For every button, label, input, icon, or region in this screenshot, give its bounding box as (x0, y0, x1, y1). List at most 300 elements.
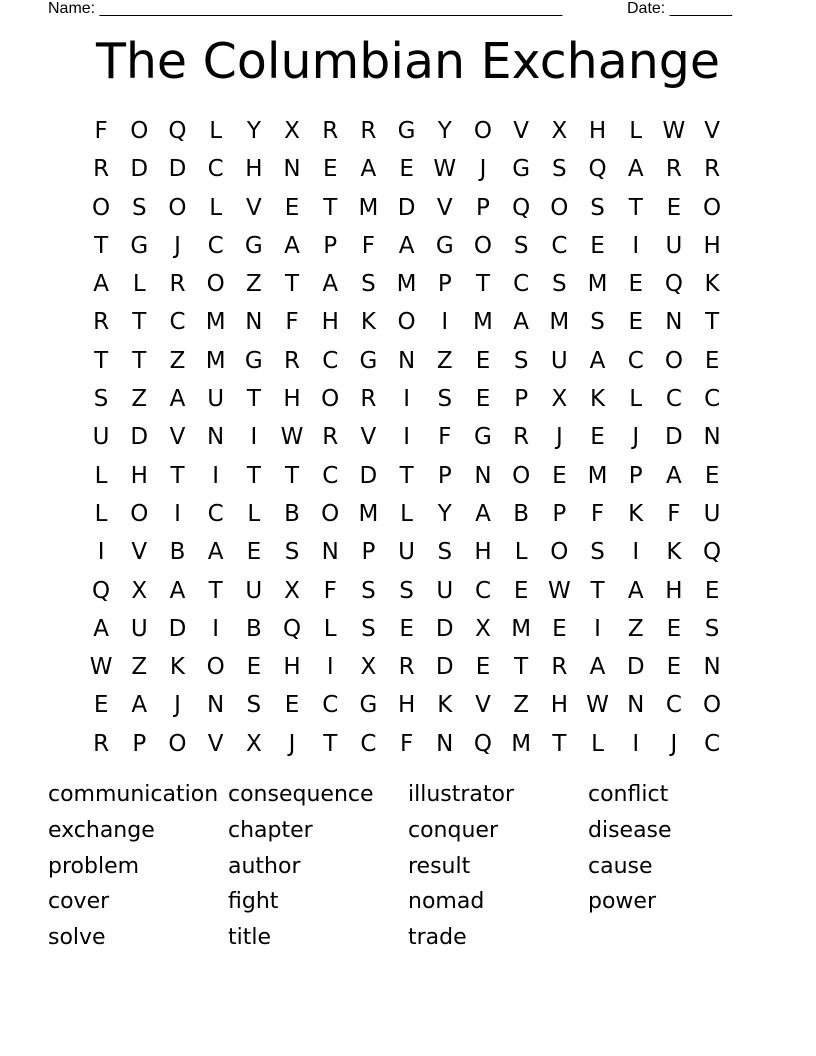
grid-row (82, 150, 731, 188)
grid-letter: A (322, 271, 339, 298)
grid-letter: E (399, 156, 414, 183)
grid-letter: Z (131, 386, 148, 413)
grid-letter: X (360, 654, 377, 681)
word-bank-item: problem (48, 853, 140, 879)
grid-letter: I (632, 730, 640, 757)
grid-letter: Q (703, 539, 722, 566)
grid-letter: H (550, 692, 568, 719)
grid-letter: W (89, 654, 113, 681)
grid-letter: J (479, 156, 487, 183)
grid-letter: E (93, 692, 109, 719)
word-bank-item: fight (228, 889, 279, 915)
grid-letter: S (513, 347, 529, 374)
grid-row (82, 303, 731, 341)
grid-letter: V (131, 539, 148, 566)
grid-letter: P (132, 730, 147, 757)
grid-letter: I (97, 539, 105, 566)
grid-letter: A (360, 156, 377, 183)
grid-letter: S (590, 539, 605, 566)
word-bank-item: chapter (228, 817, 313, 843)
grid-letter: E (284, 692, 300, 719)
grid-row (82, 418, 731, 456)
grid-letter: D (130, 156, 149, 183)
grid-letter: Y (437, 500, 452, 527)
grid-letter: S (552, 156, 567, 183)
word-bank-item: author (228, 853, 301, 879)
grid-letter: N (703, 654, 721, 681)
grid-letter: E (590, 232, 605, 259)
grid-letter: A (93, 615, 109, 642)
grid-letter: F (94, 118, 108, 144)
grid-letter: N (665, 309, 683, 336)
grid-letter: N (436, 730, 454, 757)
grid-letter: T (246, 386, 261, 413)
grid-letter: E (513, 577, 529, 604)
grid-letter: V (169, 424, 186, 451)
grid-letter: E (590, 424, 605, 451)
grid-letter: I (403, 424, 410, 451)
word-bank-item: disease (588, 817, 672, 843)
grid-letter: P (514, 386, 529, 413)
grid-letter: S (437, 386, 453, 413)
grid-letter: X (475, 615, 491, 642)
grid-letter: O (664, 347, 683, 374)
grid-letter: C (665, 386, 682, 413)
grid-letter: D (168, 156, 187, 183)
grid-letter: X (245, 730, 262, 757)
word-bank-item: power (588, 889, 656, 915)
grid-letter: D (130, 424, 149, 451)
grid-letter: E (666, 615, 682, 642)
grid-letter: A (284, 232, 300, 259)
grid-letter: R (665, 156, 682, 183)
grid-letter: S (361, 577, 376, 604)
grid-letter: P (628, 462, 643, 489)
word-bank-item: result (408, 853, 471, 879)
grid-letter: Y (246, 118, 261, 144)
grid-letter: T (323, 194, 338, 221)
grid-letter: J (174, 692, 181, 719)
grid-letter: Z (131, 654, 148, 681)
grid-letter: W (433, 156, 457, 183)
grid-letter: L (94, 500, 108, 527)
grid-letter: H (283, 386, 301, 413)
grid-letter: C (513, 271, 530, 298)
grid-letter: N (627, 692, 645, 719)
grid-letter: E (666, 194, 682, 221)
grid-row (82, 227, 731, 265)
grid-letter: R (284, 347, 301, 374)
grid-row (82, 189, 731, 227)
grid-letter: N (207, 424, 225, 451)
grid-letter: D (397, 194, 416, 221)
grid-letter: I (403, 386, 410, 413)
grid-letter: E (475, 347, 491, 374)
grid-letter: O (130, 118, 149, 144)
grid-letter: Z (513, 692, 530, 719)
grid-letter: R (93, 730, 110, 757)
grid-letter: I (250, 424, 258, 451)
grid-letter: T (705, 309, 720, 336)
grid-letter: E (628, 271, 643, 298)
grid-letter: A (93, 271, 109, 298)
grid-letter: A (627, 156, 644, 183)
grid-letter: G (359, 692, 378, 719)
grid-letter: O (473, 232, 493, 259)
grid-letter: E (704, 462, 720, 489)
grid-letter: R (93, 309, 110, 336)
grid-letter: J (555, 424, 563, 451)
grid-letter: R (398, 654, 415, 681)
grid-letter: S (361, 615, 376, 642)
grid-letter: C (207, 156, 224, 183)
grid-letter: Q (92, 577, 111, 604)
grid-letter: G (244, 347, 263, 374)
grid-letter: K (437, 692, 453, 719)
grid-row (82, 725, 731, 763)
grid-letter: M (587, 271, 608, 298)
word-bank-item: conflict (588, 782, 669, 807)
grid-letter: I (212, 615, 220, 642)
grid-letter: A (169, 577, 186, 604)
grid-letter: F (667, 500, 681, 527)
grid-letter: Z (436, 347, 453, 374)
grid-letter: E (552, 462, 567, 489)
grid-letter: I (326, 654, 334, 681)
grid-letter: A (169, 386, 186, 413)
grid-letter: U (550, 347, 568, 374)
grid-letter: Z (169, 347, 186, 374)
grid-letter: P (476, 194, 490, 221)
grid-row (82, 457, 731, 495)
grid-letter: C (474, 577, 491, 604)
grid-letter: Z (245, 271, 262, 298)
grid-letter: G (359, 347, 378, 374)
grid-letter: M (205, 309, 226, 336)
grid-letter: E (666, 654, 682, 681)
grid-letter: K (360, 309, 376, 336)
grid-letter: T (628, 194, 643, 221)
word-bank-item: cover (48, 889, 110, 915)
grid-letter: H (321, 309, 339, 336)
grid-letter: O (473, 118, 493, 144)
grid-letter: E (475, 386, 491, 413)
grid-letter: T (552, 730, 567, 757)
grid-letter: Q (168, 118, 187, 144)
grid-letter: L (209, 118, 223, 144)
grid-letter: L (209, 194, 223, 221)
grid-letter: K (628, 500, 644, 527)
grid-letter: D (435, 615, 454, 642)
grid-letter: V (207, 730, 224, 757)
grid-letter: T (246, 462, 261, 489)
grid-letter: P (437, 271, 452, 298)
word-bank-item: illustrator (408, 782, 515, 807)
grid-letter: U (398, 539, 416, 566)
grid-letter: T (514, 654, 529, 681)
grid-letter: J (670, 730, 678, 757)
grid-letter: R (322, 118, 339, 144)
grid-letter: E (704, 577, 720, 604)
word-search-grid (82, 112, 731, 763)
grid-letter: T (132, 347, 147, 374)
grid-letter: R (551, 654, 568, 681)
word-bank-item: conquer (408, 817, 498, 843)
grid-letter: V (475, 692, 491, 719)
grid-letter: U (245, 577, 263, 604)
grid-letter: U (92, 424, 110, 451)
grid-letter: S (399, 577, 414, 604)
grid-letter: F (323, 577, 337, 604)
grid-letter: N (703, 424, 721, 451)
grid-letter: W (662, 118, 686, 144)
grid-letter: H (283, 654, 301, 681)
grid-letter: D (435, 654, 454, 681)
grid-letter: C (169, 309, 186, 336)
grid-letter: O (512, 462, 531, 489)
grid-letter: L (629, 386, 643, 413)
grid-letter: K (589, 386, 606, 413)
grid-letter: W (280, 424, 304, 451)
grid-letter: L (400, 500, 413, 527)
grid-letter: G (244, 232, 263, 259)
grid-letter: P (323, 232, 338, 259)
grid-letter: G (130, 232, 149, 259)
grid-letter: T (94, 347, 109, 374)
grid-letter: I (441, 309, 449, 336)
grid-letter: D (626, 654, 645, 681)
grid-letter: D (665, 424, 683, 451)
grid-letter: P (361, 539, 376, 566)
grid-letter: A (475, 500, 491, 527)
grid-letter: N (397, 347, 416, 374)
grid-row (82, 572, 731, 610)
grid-letter: V (513, 118, 530, 144)
grid-letter: Q (282, 615, 302, 642)
grid-letter: X (284, 577, 300, 604)
grid-letter: U (207, 386, 225, 413)
grid-letter: R (704, 156, 721, 183)
grid-letter: O (703, 692, 722, 719)
grid-letter: L (514, 539, 528, 566)
grid-letter: S (437, 539, 453, 566)
grid-letter: H (703, 232, 721, 259)
grid-letter: W (547, 577, 571, 604)
grid-letter: S (93, 386, 109, 413)
grid-letter: J (632, 424, 640, 451)
grid-letter: Q (473, 730, 493, 757)
grid-letter: S (590, 309, 605, 336)
page-title: The Columbian Exchange (95, 33, 721, 90)
grid-letter: B (169, 539, 186, 566)
date-field-label: Date: _______ (627, 0, 732, 17)
grid-letter: M (205, 347, 226, 374)
grid-letter: G (512, 156, 531, 183)
grid-letter: O (92, 194, 111, 221)
grid-letter: O (321, 500, 340, 527)
grid-letter: C (207, 232, 224, 259)
grid-row (82, 112, 731, 150)
grid-letter: H (665, 577, 683, 604)
grid-row (82, 533, 731, 571)
grid-letter: A (666, 462, 682, 489)
grid-letter: K (666, 539, 682, 566)
grid-letter: O (703, 194, 722, 221)
grid-letter: X (551, 386, 568, 413)
grid-letter: P (552, 500, 567, 527)
grid-letter: L (323, 615, 337, 642)
grid-letter: C (704, 730, 721, 757)
grid-letter: E (322, 156, 338, 183)
grid-letter: B (284, 500, 300, 527)
grid-letter: O (550, 539, 569, 566)
grid-letter: O (168, 194, 187, 221)
grid-letter: M (587, 462, 608, 489)
grid-letter: M (358, 500, 379, 527)
grid-letter: E (246, 539, 262, 566)
grid-letter: V (360, 424, 377, 451)
grid-letter: A (627, 577, 644, 604)
word-bank-item: title (228, 925, 272, 951)
grid-letter: T (323, 730, 338, 757)
grid-letter: C (322, 692, 339, 719)
grid-letter: N (321, 539, 339, 566)
grid-letter: U (130, 615, 148, 642)
grid-letter: R (360, 386, 377, 413)
grid-letter: O (206, 654, 225, 681)
grid-letter: E (399, 615, 414, 642)
grid-letter: I (594, 615, 601, 642)
grid-letter: S (284, 539, 300, 566)
grid-letter: M (396, 271, 417, 298)
grid-letter: E (284, 194, 300, 221)
grid-letter: C (704, 386, 721, 413)
grid-row (82, 265, 731, 303)
grid-letter: O (397, 309, 416, 336)
grid-letter: M (358, 194, 379, 221)
grid-letter: I (632, 539, 640, 566)
grid-letter: Q (588, 156, 607, 183)
grid-letter: K (704, 271, 720, 298)
grid-row (82, 686, 731, 724)
grid-letter: S (246, 692, 262, 719)
grid-letter: S (552, 271, 567, 298)
grid-letter: I (174, 500, 181, 527)
grid-letter: F (361, 232, 376, 259)
grid-letter: V (245, 194, 262, 221)
word-bank-item: trade (408, 925, 467, 951)
grid-letter: L (629, 118, 643, 144)
grid-letter: O (168, 730, 187, 757)
grid-row (82, 610, 731, 648)
grid-letter: G (435, 232, 454, 259)
grid-letter: U (703, 500, 721, 527)
grid-letter: E (246, 654, 262, 681)
grid-letter: R (169, 271, 186, 298)
word-bank-item: consequence (228, 782, 374, 807)
grid-letter: T (132, 309, 147, 336)
grid-letter: N (245, 309, 263, 336)
grid-letter: T (285, 271, 300, 298)
grid-letter: F (438, 424, 452, 451)
grid-letter: T (94, 232, 109, 259)
grid-letter: L (591, 730, 604, 757)
grid-letter: D (359, 462, 378, 489)
grid-letter: L (94, 462, 108, 489)
grid-letter: R (513, 424, 530, 451)
grid-letter: A (513, 309, 530, 336)
grid-letter: B (513, 500, 530, 527)
grid-row (82, 495, 731, 533)
grid-letter: N (207, 692, 225, 719)
grid-letter: S (131, 194, 147, 221)
grid-letter: I (632, 232, 640, 259)
grid-letter: G (397, 118, 416, 144)
grid-letter: L (247, 500, 261, 527)
grid-letter: S (513, 232, 529, 259)
grid-letter: C (551, 232, 568, 259)
grid-letter: A (398, 232, 415, 259)
grid-letter: K (169, 654, 186, 681)
grid-letter: A (589, 347, 606, 374)
grid-letter: M (473, 309, 493, 336)
grid-letter: R (93, 156, 110, 183)
grid-letter: J (288, 730, 296, 757)
grid-letter: S (361, 271, 376, 298)
grid-row (82, 380, 731, 418)
grid-letter: C (322, 347, 339, 374)
grid-letter: H (474, 539, 492, 566)
grid-letter: H (245, 156, 263, 183)
grid-letter: X (551, 118, 568, 144)
grid-letter: F (285, 309, 299, 336)
grid-letter: E (628, 309, 643, 336)
grid-letter: N (474, 462, 492, 489)
grid-letter: F (399, 730, 414, 757)
grid-letter: C (207, 500, 224, 527)
grid-row (82, 342, 731, 380)
grid-letter: S (704, 615, 720, 642)
grid-letter: R (322, 424, 339, 451)
grid-letter: O (206, 271, 225, 298)
grid-letter: G (474, 424, 492, 451)
grid-letter: P (437, 462, 452, 489)
grid-letter: T (170, 462, 185, 489)
grid-letter: C (665, 692, 682, 719)
grid-letter: T (285, 462, 300, 489)
grid-letter: V (704, 118, 720, 144)
grid-letter: W (586, 692, 609, 719)
word-bank-item: nomad (408, 889, 485, 915)
grid-letter: X (284, 118, 300, 144)
grid-letter: O (130, 500, 149, 527)
name-field-label: Name: ____________________________________________________ (48, 0, 563, 17)
grid-letter: T (399, 462, 414, 489)
grid-letter: T (475, 271, 490, 298)
grid-letter: Q (512, 194, 531, 221)
grid-letter: M (549, 309, 570, 336)
word-bank-item: communication (48, 782, 219, 807)
grid-letter: U (665, 232, 683, 259)
word-bank-item: solve (48, 925, 106, 951)
grid-letter: M (511, 730, 532, 757)
grid-letter: Y (437, 118, 452, 144)
grid-letter: A (131, 692, 148, 719)
grid-letter: A (207, 539, 224, 566)
grid-letter: O (321, 386, 340, 413)
grid-letter: U (436, 577, 454, 604)
grid-letter: J (174, 232, 181, 259)
